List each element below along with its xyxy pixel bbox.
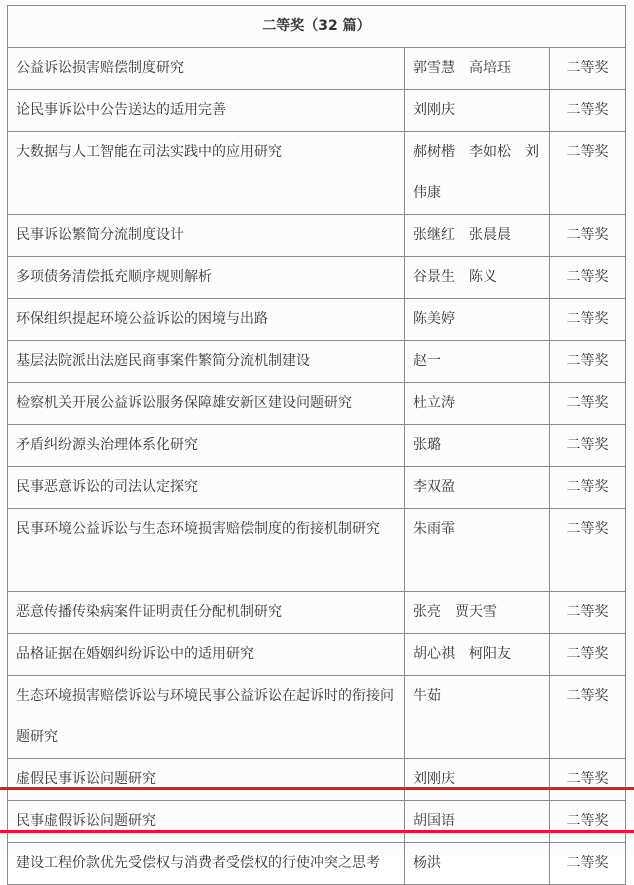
table-row (8, 843, 626, 885)
award-table (7, 5, 626, 885)
prize-level: 二等奖 (550, 257, 626, 299)
paper-authors: 李双盈 (405, 467, 550, 509)
table-row-highlighted (8, 801, 626, 843)
paper-authors: 杜立涛 (405, 383, 550, 425)
paper-authors: 杨洪 (405, 843, 550, 885)
table-row (8, 467, 626, 509)
red-highlight-line-top (0, 787, 634, 790)
paper-title: 生态环境损害赔偿诉讼与环境民事公益诉讼在起诉时的衔接问题研究 (8, 676, 405, 759)
prize-level: 二等奖 (550, 341, 626, 383)
prize-level: 二等奖 (550, 425, 626, 467)
paper-authors: 胡心祺 柯阳友 (405, 634, 550, 676)
paper-authors: 刘刚庆 (405, 90, 550, 132)
table-row (8, 90, 626, 132)
paper-title: 建设工程价款优先受偿权与消费者受偿权的行使冲突之思考 (8, 843, 405, 885)
table-heading: 二等奖（32 篇） (8, 6, 626, 48)
paper-authors: 胡国语 (405, 801, 550, 843)
paper-authors: 朱雨霏 (405, 509, 550, 592)
paper-title: 检察机关开展公益诉讼服务保障雄安新区建设问题研究 (8, 383, 405, 425)
prize-level: 二等奖 (550, 509, 626, 592)
table-row (8, 48, 626, 90)
paper-title: 恶意传播传染病案件证明责任分配机制研究 (8, 592, 405, 634)
paper-title: 矛盾纠纷源头治理体系化研究 (8, 425, 405, 467)
table-row (8, 132, 626, 215)
table-row (8, 592, 626, 634)
paper-title: 民事恶意诉讼的司法认定探究 (8, 467, 405, 509)
paper-title: 大数据与人工智能在司法实践中的应用研究 (8, 132, 405, 215)
paper-authors: 张继红 张晨晨 (405, 215, 550, 257)
table-row (8, 383, 626, 425)
paper-authors: 张亮 贾天雪 (405, 592, 550, 634)
paper-authors: 郭雪慧 高培珏 (405, 48, 550, 90)
paper-title: 民事虚假诉讼问题研究 (8, 801, 405, 843)
paper-title: 论民事诉讼中公告送达的适用完善 (8, 90, 405, 132)
paper-authors: 牛茹 (405, 676, 550, 759)
table-row (8, 257, 626, 299)
table-row (8, 341, 626, 383)
prize-level: 二等奖 (550, 48, 626, 90)
paper-authors: 谷景生 陈义 (405, 257, 550, 299)
table-row (8, 759, 626, 801)
prize-level: 二等奖 (550, 299, 626, 341)
paper-title: 基层法院派出法庭民商事案件繁简分流机制建设 (8, 341, 405, 383)
paper-title: 虚假民事诉讼问题研究 (8, 759, 405, 801)
paper-authors: 张璐 (405, 425, 550, 467)
prize-level: 二等奖 (550, 592, 626, 634)
table-row (8, 509, 626, 592)
table-row (8, 634, 626, 676)
paper-title: 民事环境公益诉讼与生态环境损害赔偿制度的衔接机制研究 (8, 509, 405, 592)
table-row (8, 215, 626, 257)
prize-level: 二等奖 (550, 634, 626, 676)
red-highlight-line-bottom (0, 830, 634, 833)
prize-level: 二等奖 (550, 759, 626, 801)
paper-title: 环保组织提起环境公益诉讼的困境与出路 (8, 299, 405, 341)
table-row (8, 299, 626, 341)
table-row (8, 676, 626, 759)
prize-level: 二等奖 (550, 801, 626, 843)
prize-level: 二等奖 (550, 215, 626, 257)
prize-level: 二等奖 (550, 90, 626, 132)
paper-title: 品格证据在婚姻纠纷诉讼中的适用研究 (8, 634, 405, 676)
paper-title: 民事诉讼繁简分流制度设计 (8, 215, 405, 257)
paper-authors: 陈美婷 (405, 299, 550, 341)
paper-authors: 赵一 (405, 341, 550, 383)
paper-title: 多项债务清偿抵充顺序规则解析 (8, 257, 405, 299)
paper-authors: 郝树楷 李如松 刘伟康 (405, 132, 550, 215)
paper-authors: 刘刚庆 (405, 759, 550, 801)
table-row (8, 425, 626, 467)
paper-title: 公益诉讼损害赔偿制度研究 (8, 48, 405, 90)
prize-level: 二等奖 (550, 676, 626, 759)
prize-level: 二等奖 (550, 383, 626, 425)
prize-level: 二等奖 (550, 132, 626, 215)
prize-level: 二等奖 (550, 843, 626, 885)
prize-level: 二等奖 (550, 467, 626, 509)
